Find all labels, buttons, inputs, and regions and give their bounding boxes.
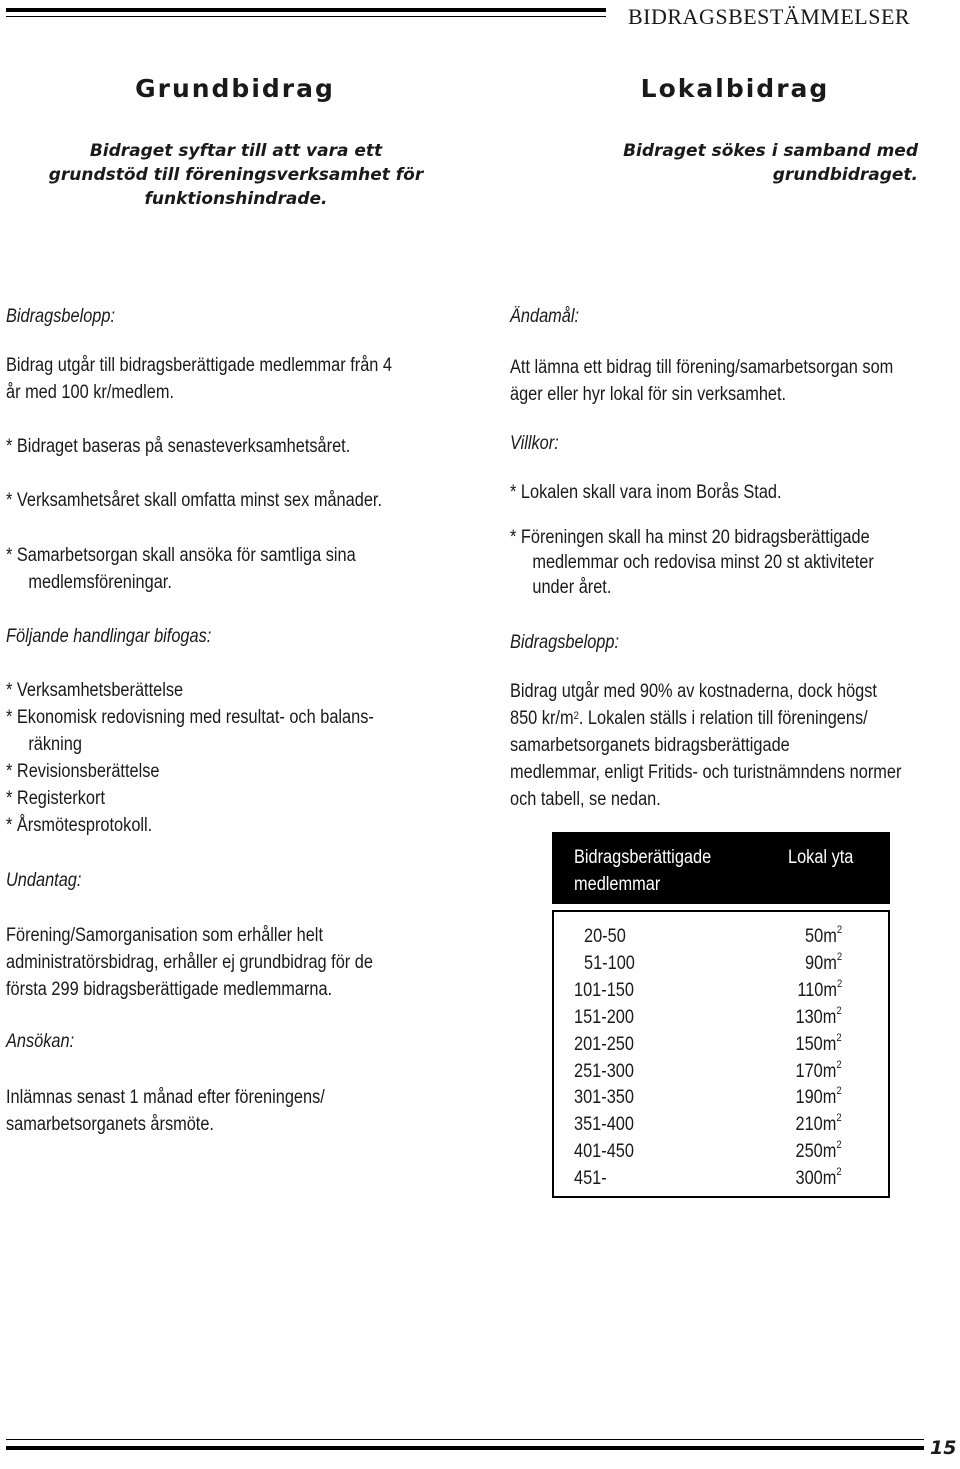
list-item: * Ekonomisk redovisning med resultat- och balans- (6, 707, 374, 728)
member-range: 201-250 (574, 1033, 634, 1055)
undantag-text: Förening/Samorganisation som erhåller helt administratörsbidrag, erhåller ej grundbidrag för de första 299 bidragsberättigade medlemmarna. (6, 925, 373, 1000)
footer-rule-top (6, 1439, 924, 1440)
villkor-item: * Föreningen skall ha minst 20 bidragsberättigade medlemmar och redovisa minst 20 st aktiviteter under året. (510, 527, 874, 598)
rule-item: * Samarbetsorgan skall ansöka för samtliga sina medlemsföreningar. (6, 545, 356, 593)
table-row (554, 950, 888, 980)
member-range: 351-400 (574, 1114, 634, 1136)
ansokan-heading: Ansökan: (6, 1031, 75, 1052)
member-range: 401-450 (574, 1141, 634, 1163)
footer-rule-bottom (6, 1446, 924, 1450)
rule-item: * Bidraget baseras på senasteverksamhetsåret. (6, 436, 351, 457)
list-item: * Registerkort (6, 788, 105, 809)
list-item: räkning (28, 734, 82, 755)
area-value: $130m^2$ (795, 1004, 842, 1028)
table-header-col2: Lokal yta (788, 847, 854, 868)
andamal-heading: Ändamål: (510, 306, 580, 327)
area-value: $150m^2$ (795, 1031, 842, 1055)
left-belopp-heading: Bidragsbelopp: (6, 306, 116, 327)
member-range: 251-300 (574, 1060, 634, 1082)
area-value: $90m^2$ (804, 950, 842, 974)
header-rule-bottom (6, 16, 606, 17)
rule-item: * Verksamhetsåret skall omfatta minst sex månader. (6, 490, 382, 511)
table-row (554, 1114, 888, 1141)
header-title: BIDRAGSBESTÄMMELSER (628, 4, 911, 29)
member-range: 151-200 (574, 1006, 634, 1028)
docs-list (6, 677, 374, 839)
member-range: 451- (574, 1168, 607, 1190)
table-row (554, 926, 888, 953)
lokalbidrag-title: Lokalbidrag (640, 74, 830, 103)
right-belopp-heading: Bidragsbelopp: (510, 632, 620, 653)
area-value: $190m^2$ (795, 1085, 842, 1109)
member-range: 101-150 (574, 979, 634, 1001)
table-header-col1: Bidragsberättigade medlemmar (574, 847, 712, 895)
table-row (554, 1141, 888, 1168)
andamal-text: Att lämna ett bidrag till förening/samarbetsorgan som äger eller hyr lokal för sin verksamhet. (510, 357, 894, 405)
table-row (554, 1058, 888, 1088)
villkor-heading: Villkor: (510, 433, 559, 454)
table-row (554, 1087, 888, 1114)
left-belopp-text: Bidrag utgår till bidragsberättigade medlemmar från 4 år med 100 kr/medlem. (6, 355, 393, 403)
table-row (554, 1004, 888, 1034)
header-rule-top (6, 8, 606, 12)
page-number: 15 (930, 1437, 957, 1459)
docs-heading: Följande handlingar bifogas: (6, 626, 212, 647)
area-value: $50m^2$ (804, 924, 842, 947)
table-row (554, 1031, 888, 1061)
right-belopp-text: Bidrag utgår med 90% av kostnaderna, dock högst 850 $kr/m^2$. Lokalen ställs i relation till föreningens/ samarbetsorganets bidragsberättigade medlemmar, enligt Fritids- och turistnämndens normer och tabell, se nedan. (510, 681, 902, 810)
lokalbidrag-lead: Bidraget sökes i samband med grundbidraget. (623, 141, 918, 185)
member-range: 51-100 (584, 952, 635, 974)
area-value: $210m^2$ (795, 1112, 842, 1136)
table-body (552, 910, 890, 1198)
member-range: 301-350 (574, 1087, 634, 1109)
ansokan-text: Inlämnas senast 1 månad efter föreningens/ samarbetsorganets årsmöte. (6, 1087, 325, 1135)
table-header (552, 832, 890, 904)
list-item: * Verksamhetsberättelse (6, 680, 184, 701)
area-value: $300m^2$ (795, 1166, 842, 1190)
villkor-item: * Lokalen skall vara inom Borås Stad. (510, 482, 782, 503)
area-value: $110m^2$ (797, 977, 842, 1001)
table-row (554, 1168, 888, 1195)
area-value: $170m^2$ (795, 1058, 842, 1082)
list-item: * Revisionsberättelse (6, 761, 160, 782)
list-item: * Årsmötesprotokoll. (6, 815, 153, 836)
area-value: $250m^2$ (795, 1139, 842, 1163)
grundbidrag-lead: Bidraget syftar till att vara ett grundstöd till föreningsverksamhet för funktionshindrade. (48, 141, 424, 209)
undantag-heading: Undantag: (6, 870, 82, 891)
grundbidrag-title: Grundbidrag (135, 74, 335, 103)
table-row (554, 977, 888, 1007)
member-range: 20-50 (584, 926, 626, 947)
